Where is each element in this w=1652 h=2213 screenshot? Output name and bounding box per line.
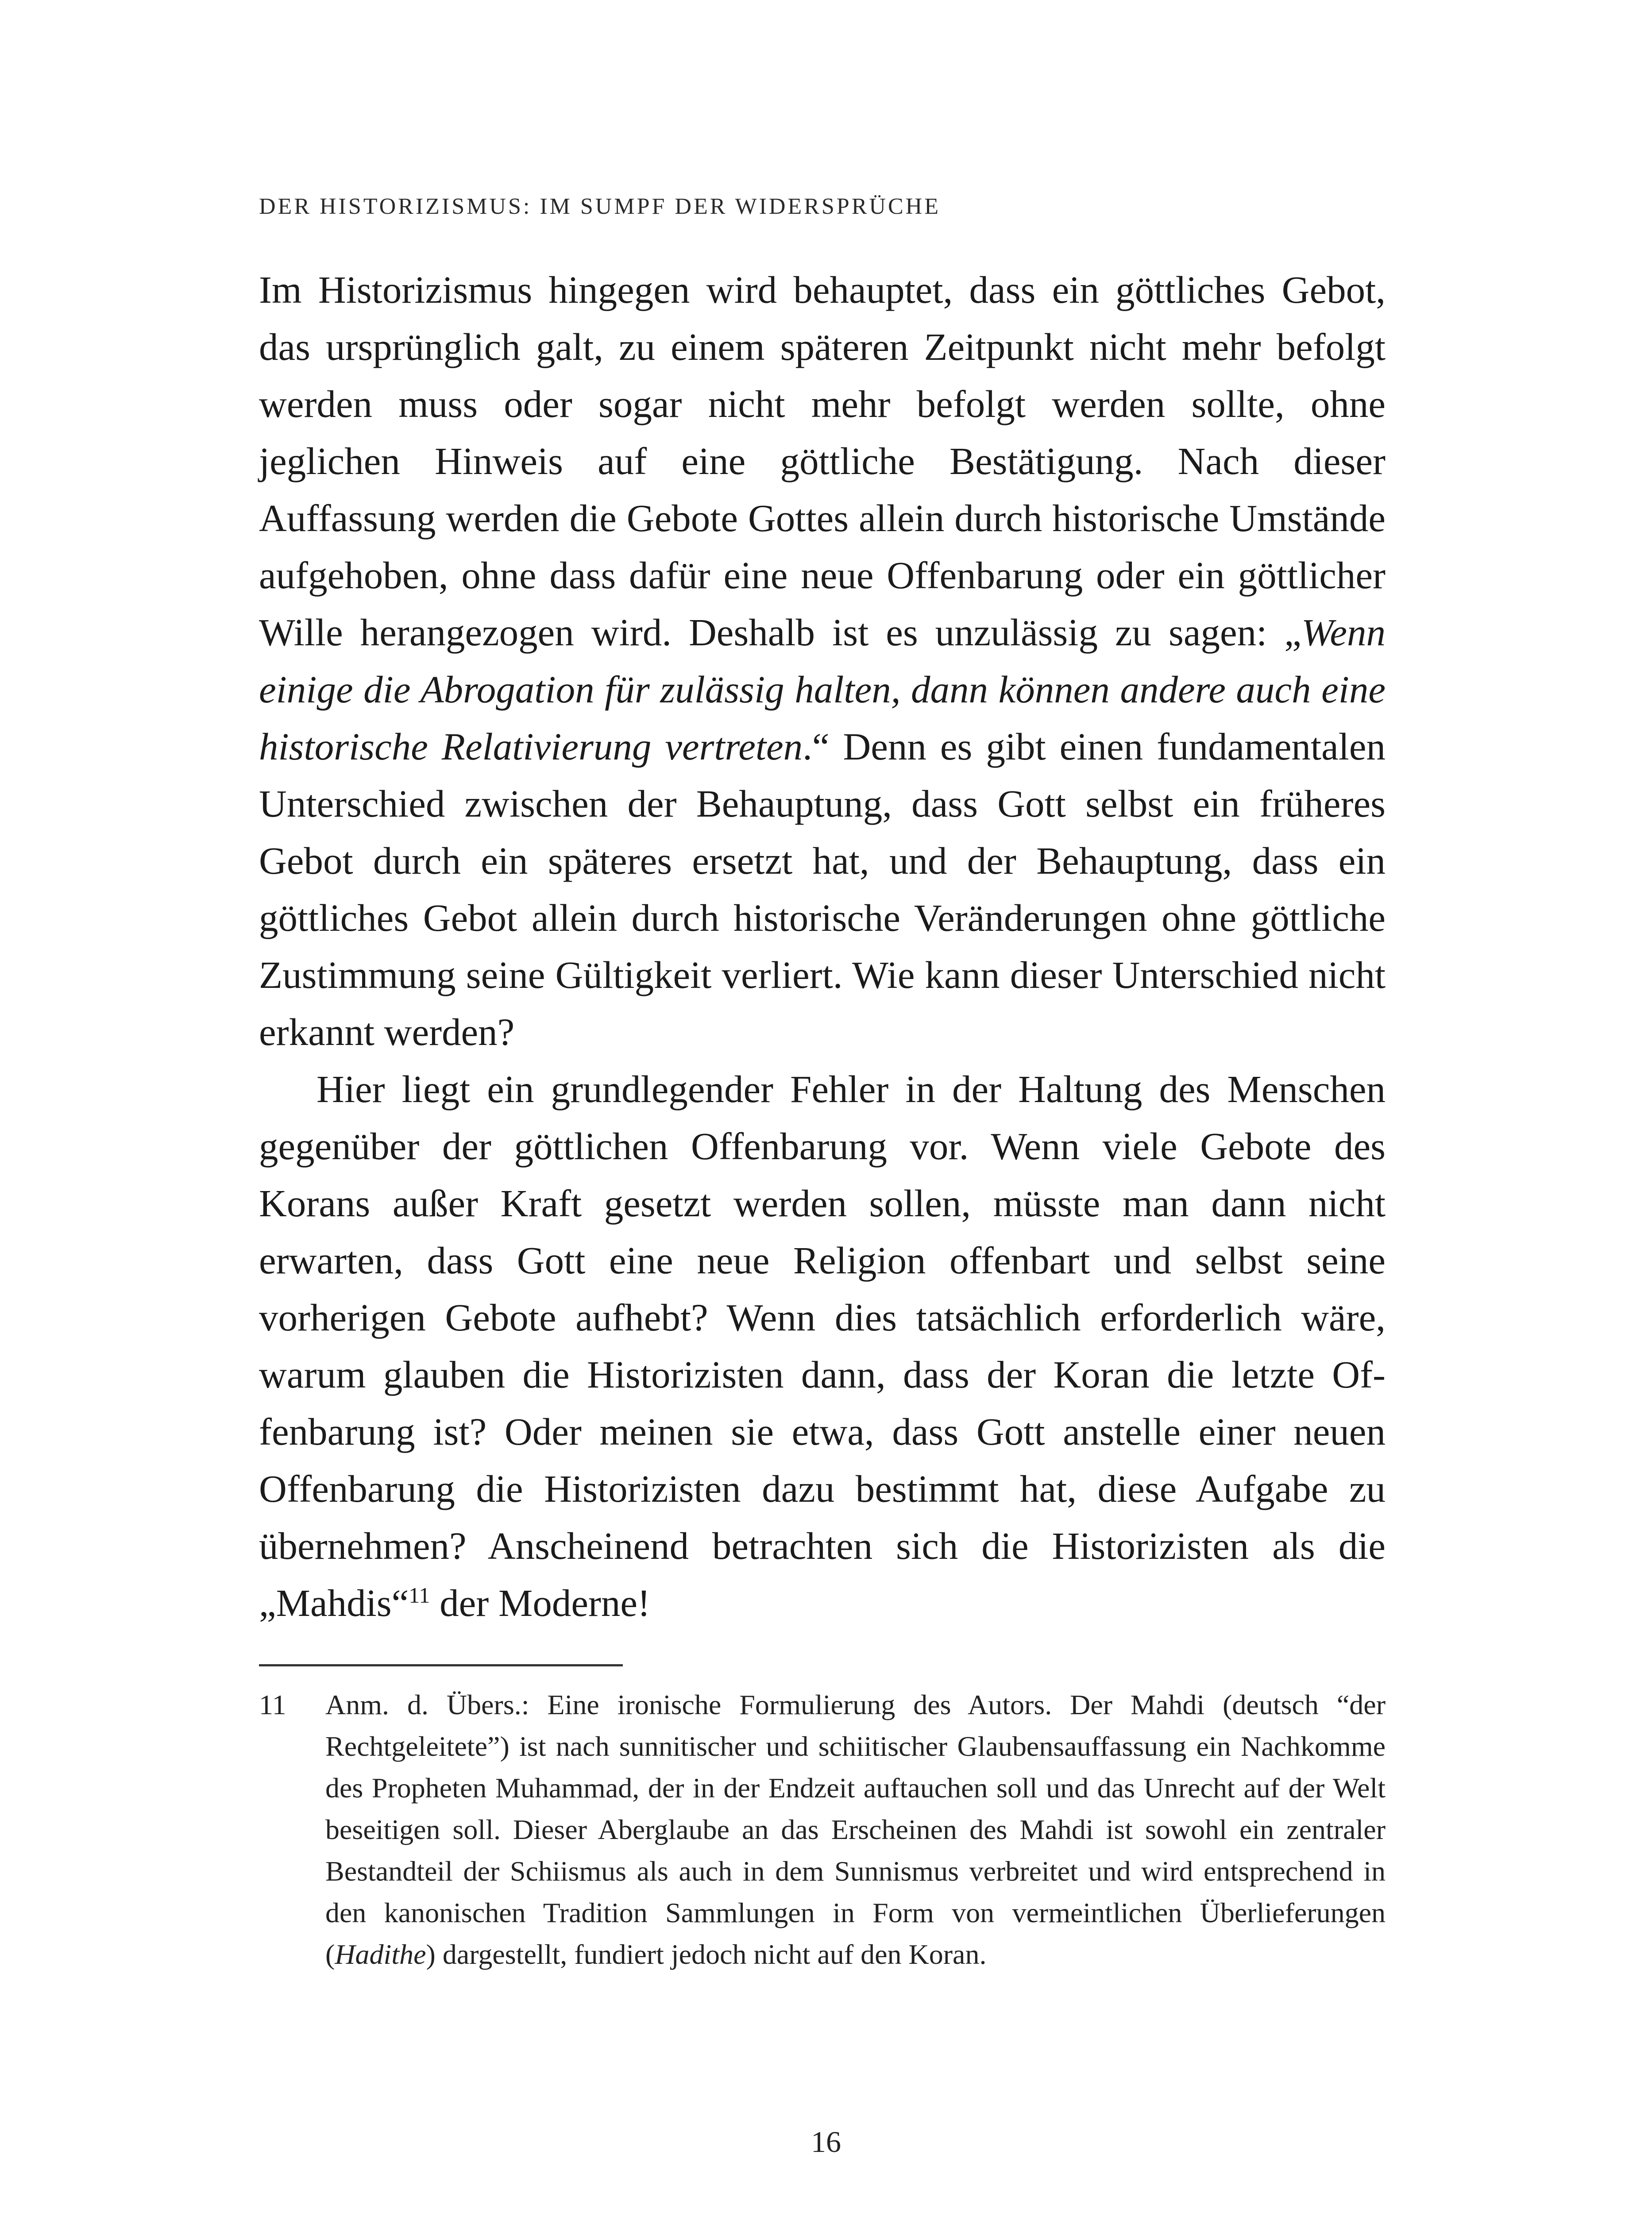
footnote-text-part-1: Anm. d. Übers.: Eine ironische Formulierung des Autors. Der Mahdi (deutsch “der Rechtgeleitete”) ist nach sunnitischer und schiitischer Glaubensauffassung ein Nachkomme des Propheten Muhammad, der in der Endzeit auftauchen soll und das Unrecht auf der Welt beseitigen soll. Dieser Aberglaube an das Erscheinen des Mahdi ist sowohl ein zentraler Bestandteil der Schiismus als auch in dem Sunnismus verbreitet und wird entsprechend in den kanonischen Tradition Sammlungen in Form von vermeintlichen Überlieferungen ( [325, 1689, 1386, 1970]
paragraph-2-text: Hier liegt ein grundlegender Fehler in der Haltung des Menschen gegenüber der göttlichen Offenbarung vor. Wenn viele Gebote des Korans außer Kraft gesetzt werden sollen, müsste man dann nicht erwarten, dass Gott eine neue Religion offenbart und selbst seine vorherigen Gebote aufhebt? Wenn dies tatsächlich erforderlich wäre, warum glauben die Historizisten dann, dass der Koran die letzte Offenbarung ist? Oder meinen sie etwa, dass Gott anstelle einer neuen Offenbarung die Historizisten dazu bestimmt hat, diese Aufgabe zu übernehmen? Anscheinend betrachten sich die Historizisten als die „Mahdis“ [259, 1068, 1386, 1624]
paragraph-1-text: Im Historizismus hingegen wird behauptet, dass ein göttliches Gebot, das ursprünglich galt, zu einem späteren Zeitpunkt nicht mehr befolgt werden muss oder sogar nicht mehr befolgt werden sollte, ohne jeglichen Hinweis auf eine göttliche Bestätigung. Nach dieser Auffassung werden die Gebote Gottes allein durch historische Umstände aufgehoben, ohne dass dafür eine neue Offenbarung oder ein göttlicher Wille herangezogen wird. Deshalb ist es unzulässig zu sagen: „ [259, 268, 1386, 654]
footnote [259, 1684, 1386, 1975]
paragraph-2 [259, 1060, 1386, 1631]
footnote-number: 11 [259, 1689, 286, 1720]
main-text [259, 261, 1386, 1631]
page-number: 16 [811, 2125, 841, 2159]
paragraph-2-ending: der Moderne! [430, 1581, 651, 1624]
paragraph-1-italic-quote: Wenn einige die Abrogation für zulässig halten, dann können andere auch eine historische Relativierung vertreten [259, 611, 1386, 768]
footnote-text [325, 1684, 1386, 1975]
paragraph-1-text-end: .“ Denn es gibt einen fundamentalen Unterschied zwischen der Behauptung, dass Gott selbst ein früheres Gebot durch ein späteres ersetzt hat, und der Behauptung, dass ein göttliches Gebot allein durch historische Veränderungen ohne göttliche Zustimmung seine Gültigkeit verliert. Wie kann dieser Unterschied nicht erkannt werden? [259, 725, 1386, 1053]
footnote-italic-term: Hadithe [335, 1939, 426, 1970]
footnote-text-part-2: ) dargestellt, fundiert jedoch nicht auf den Koran. [426, 1939, 987, 1970]
footnote-reference: 11 [409, 1583, 430, 1608]
running-head: DER HISTORIZISMUS: IM SUMPF DER WIDERSPRÜCHE [259, 194, 941, 219]
paragraph-1 [259, 261, 1386, 1060]
footnote-divider [259, 1664, 623, 1666]
